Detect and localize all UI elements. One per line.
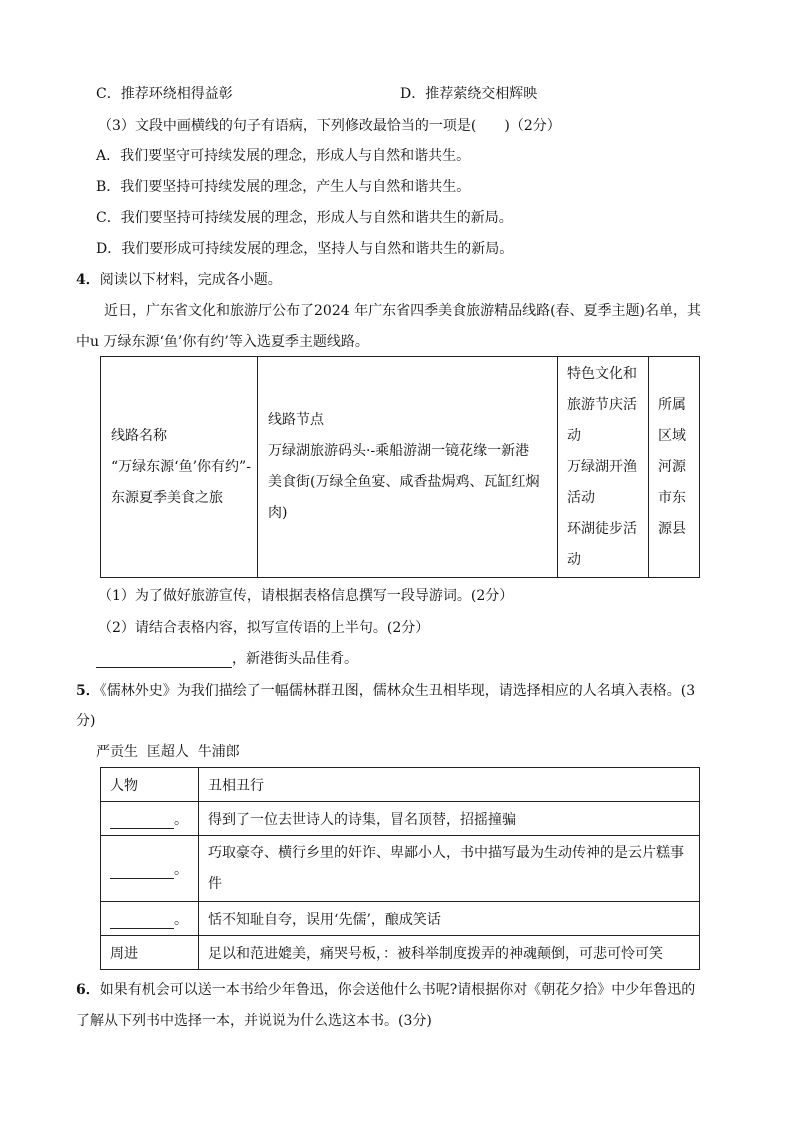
q6-number: 6．: [76, 982, 100, 998]
trait-cell-1: 得到了一位去世诗人的诗集，冒名顶替，招摇撞骗: [199, 802, 700, 836]
q3-option-b: B．我们要坚持可持续发展的理念，产生人与自然和谐共生。: [96, 179, 471, 195]
region-line4: 市东: [658, 489, 686, 506]
route-nodes-label: 线路节点: [268, 412, 324, 428]
q4-slogan-line: [96, 648, 358, 668]
q3-option-d: D．我们要形成可持续发展的理念，坚持人与自然和谐共生的新局。: [96, 241, 514, 257]
route-table: [100, 356, 700, 578]
region-cell: [649, 357, 700, 578]
q4-sub2: （2）请结合表格内容，拟写宣传语的上半句。(2分）: [98, 620, 430, 636]
q5-number: 5．: [76, 683, 100, 699]
region-line5: 源县: [658, 520, 686, 537]
events-line5: 活动: [567, 489, 595, 506]
q3-sub3-prompt: （3）文段中画横线的句子有语病，下列修改最恰当的一项是( )（2分）: [98, 118, 561, 134]
person-cell-4: 周进: [101, 936, 199, 970]
person-mark-1: 。: [174, 811, 188, 828]
events-cell: [558, 357, 649, 578]
q5-name-list: 严贡生 匡超人 牛浦郎: [96, 744, 240, 760]
person-cell-3: [101, 902, 199, 936]
option-c-previous: C．推荐环绕相得益彰: [96, 86, 233, 102]
region-line2: 区域: [658, 427, 686, 444]
person-cell-2: [101, 836, 199, 902]
q3-option-c: C．我们要坚持可持续发展的理念，形成人与自然和谐共生的新局。: [96, 210, 513, 226]
q6-text: 如果有机会可以送一本书给少年鲁迅，你会送他什么书呢?请根据你对《朝花夕拾》中少年鲁迅的: [99, 982, 696, 998]
person-mark-3: 。: [174, 911, 188, 928]
person-mark-2: 。: [174, 861, 188, 878]
q4-paragraph-line1: 近日，广东省文化和旅游厅公布了2024 年广东省四季美食旅游精品线路(春、夏季主题)名单，其: [104, 303, 702, 319]
character-table: [100, 767, 700, 970]
q4-sub1: （1）为了做好旅游宣传，请根据表格信息撰写一段导游词。(2分）: [98, 588, 514, 604]
person-blank-1[interactable]: [110, 814, 174, 829]
q4-paragraph-line2: 中u 万绿东源‘鱼’你有约’等入选夏季主题线路。: [76, 334, 369, 350]
trait-cell-4: 足以和范进媲美，痛哭号板，：被科举制度拨弄的神魂颠倒，可悲可怜可笑: [199, 936, 700, 970]
person-blank-3[interactable]: [110, 914, 174, 929]
route-nodes-cell: [258, 357, 558, 578]
region-line3: 河源: [658, 458, 686, 475]
q5-text-line2: 分): [76, 713, 96, 729]
q5-text: 《儒林外史》为我们描绘了一幅儒林群丑图，儒林众生丑相毕现，请选择相应的人名填入表格。(3: [99, 683, 696, 699]
slogan-tail: ，新港街头品佳肴。: [232, 651, 358, 667]
q3-option-a: A．我们要坚守可持续发展的理念，形成人与自然和谐共生。: [96, 148, 471, 164]
events-line3: 动: [567, 427, 581, 444]
route-name-cell: [101, 357, 258, 578]
option-d-previous: D．推荐萦绕交相辉映: [400, 86, 538, 102]
events-line6: 环湖徒步活: [567, 520, 637, 537]
person-blank-2[interactable]: [110, 864, 174, 879]
head-trait: 丑相丑行: [199, 768, 700, 802]
person-cell-1: [101, 802, 199, 836]
events-line7: 动: [567, 551, 581, 568]
trait-cell-2: [199, 836, 700, 902]
events-line4: 万绿湖开渔: [567, 458, 637, 475]
q5-text-line1: [76, 680, 695, 700]
q4-heading: [76, 269, 282, 289]
q6-text-line1: [76, 979, 695, 999]
slogan-blank[interactable]: [96, 651, 232, 668]
route-nodes-line3: 肉): [268, 505, 288, 521]
route-name-label: 线路名称: [111, 427, 167, 444]
region-line1: 所属: [658, 396, 686, 413]
route-nodes-line1: 万绿湖旅游码头·-乘船游湖一镜花缘一新港: [268, 443, 530, 459]
trait-cell-3: 恬不知耻自夸，误用‘先儒’，酿成笑话: [199, 902, 700, 936]
q6-text-line2: 了解从下列书中选择一本，并说说为什么选这本书。(3分): [76, 1013, 432, 1029]
route-name-line1: “万绿东源‘鱼’你有约”-: [111, 458, 251, 475]
route-nodes-line2: 美食街(万绿全鱼宴、咸香盐焗鸡、瓦缸红焖: [268, 474, 540, 490]
trait-2-line1: 巧取豪夺、横行乡里的奸诈、卑鄙小人，书中描写最为生动传神的是云片糕事: [208, 844, 684, 861]
events-line2: 旅游节庆活: [567, 396, 637, 413]
head-person: 人物: [101, 768, 199, 802]
route-name-line2: 东源夏季美食之旅: [111, 489, 223, 506]
events-line1: 特色文化和: [567, 365, 637, 382]
trait-2-line2: 件: [208, 875, 222, 892]
q4-heading-text: 阅读以下材料，完成各小题。: [99, 272, 282, 288]
q4-number: 4．: [76, 272, 100, 288]
